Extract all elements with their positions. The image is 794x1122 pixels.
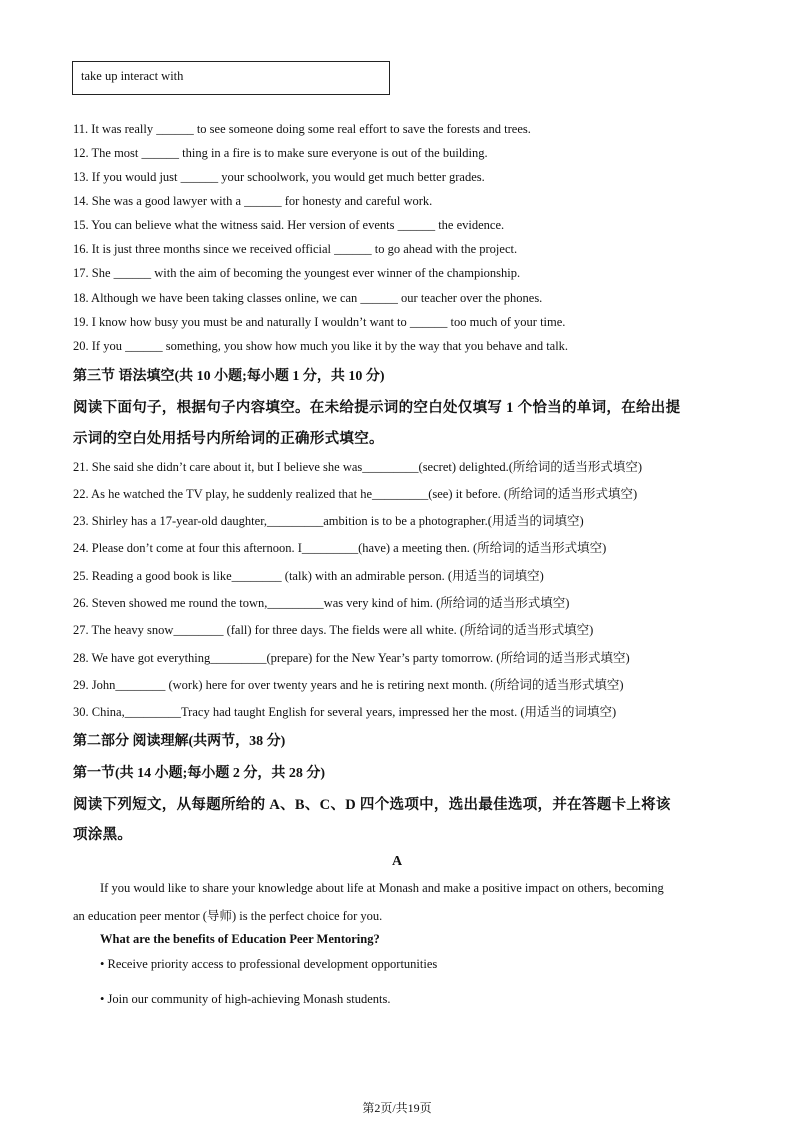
question-29: 29. John________ (work) here for over twenty years and he is retiring next month. (所给词的适当形式填空) [73, 678, 624, 692]
question-16: 16. It is just three months since we received official ______ to go ahead with the project. [73, 242, 518, 256]
question-25: 25. Reading a good book is like________ (talk) with an admirable person. (用适当的词填空) [73, 569, 544, 583]
section3-instruction-line2: 示词的空白处用括号内所给词的正确形式填空。 [73, 431, 384, 447]
section3-instruction-line1: 阅读下面句子，根据句子内容填空。在未给提示词的空白处仅填写 1 个恰当的单词，在给出提 [73, 400, 681, 416]
passage-a-title: A [391, 854, 403, 869]
section3-heading: 第三节 语法填空(共 10 小题;每小题 1 分，共 10 分) [73, 369, 385, 384]
passage-a-bullet-2: • Join our community of high-achieving Monash students. [100, 992, 391, 1006]
page-footer: 第2页/共19页 [362, 1101, 432, 1115]
passage-a-bullet-1: • Receive priority access to professional development opportunities [100, 957, 438, 971]
question-15: 15. You can believe what the witness said. Her version of events ______ the evidence. [73, 218, 505, 232]
question-12: 12. The most ______ thing in a fire is to make sure everyone is out of the building. [73, 146, 488, 160]
word-bank-text: take up interact with [81, 69, 184, 83]
part2-instruction-line2: 项涂黑。 [73, 827, 133, 843]
word-bank-box [72, 61, 390, 95]
question-26: 26. Steven showed me round the town,_________was very kind of him. (所给词的适当形式填空) [73, 596, 570, 610]
part2-section1-heading: 第一节(共 14 小题;每小题 2 分，共 28 分) [73, 766, 325, 781]
question-11: 11. It was really ______ to see someone doing some real effort to save the forests and trees. [73, 122, 531, 136]
question-28: 28. We have got everything_________(prepare) for the New Year’s party tomorrow. (所给词的适当形式填空) [73, 651, 630, 665]
question-22: 22. As he watched the TV play, he suddenly realized that he_________(see) it before. (所给词的适当形式填空) [73, 487, 638, 501]
question-30: 30. China,_________Tracy had taught English for several years, impressed her the most. (用适当的词填空) [73, 705, 617, 719]
question-20: 20. If you ______ something, you show how much you like it by the way that you behave and talk. [73, 339, 569, 353]
passage-a-paragraph-line2: an education peer mentor (导师) is the perfect choice for you. [73, 909, 383, 923]
part2-heading: 第二部分 阅读理解(共两节，38 分) [73, 734, 286, 749]
question-19: 19. I know how busy you must be and naturally I wouldn’t want to ______ too much of your time. [73, 315, 566, 329]
question-17: 17. She ______ with the aim of becoming the youngest ever winner of the championship. [73, 266, 521, 280]
passage-a-question-heading: What are the benefits of Education Peer Mentoring? [100, 932, 380, 946]
question-18: 18. Although we have been taking classes online, we can ______ our teacher over the phones. [73, 291, 543, 305]
part2-instruction-line1: 阅读下列短文，从每题所给的 A、B、C、D 四个选项中，选出最佳选项，并在答题卡上将该 [73, 797, 671, 813]
question-13: 13. If you would just ______ your schoolwork, you would get much better grades. [73, 170, 485, 184]
question-14: 14. She was a good lawyer with a ______ for honesty and careful work. [73, 194, 433, 208]
question-21: 21. She said she didn’t care about it, but I believe she was_________(secret) delighted.(所给词的适当形式填空) [73, 460, 643, 474]
question-27: 27. The heavy snow________ (fall) for three days. The fields were all white. (所给词的适当形式填空) [73, 623, 594, 637]
question-24: 24. Please don’t come at four this afternoon. I_________(have) a meeting then. (所给词的适当形式填空) [73, 541, 607, 555]
question-23: 23. Shirley has a 17-year-old daughter,_________ambition is to be a photographer.(用适当的词填空) [73, 514, 584, 528]
passage-a-paragraph-line1: If you would like to share your knowledge about life at Monash and make a positive impact on others, becoming [100, 881, 664, 895]
